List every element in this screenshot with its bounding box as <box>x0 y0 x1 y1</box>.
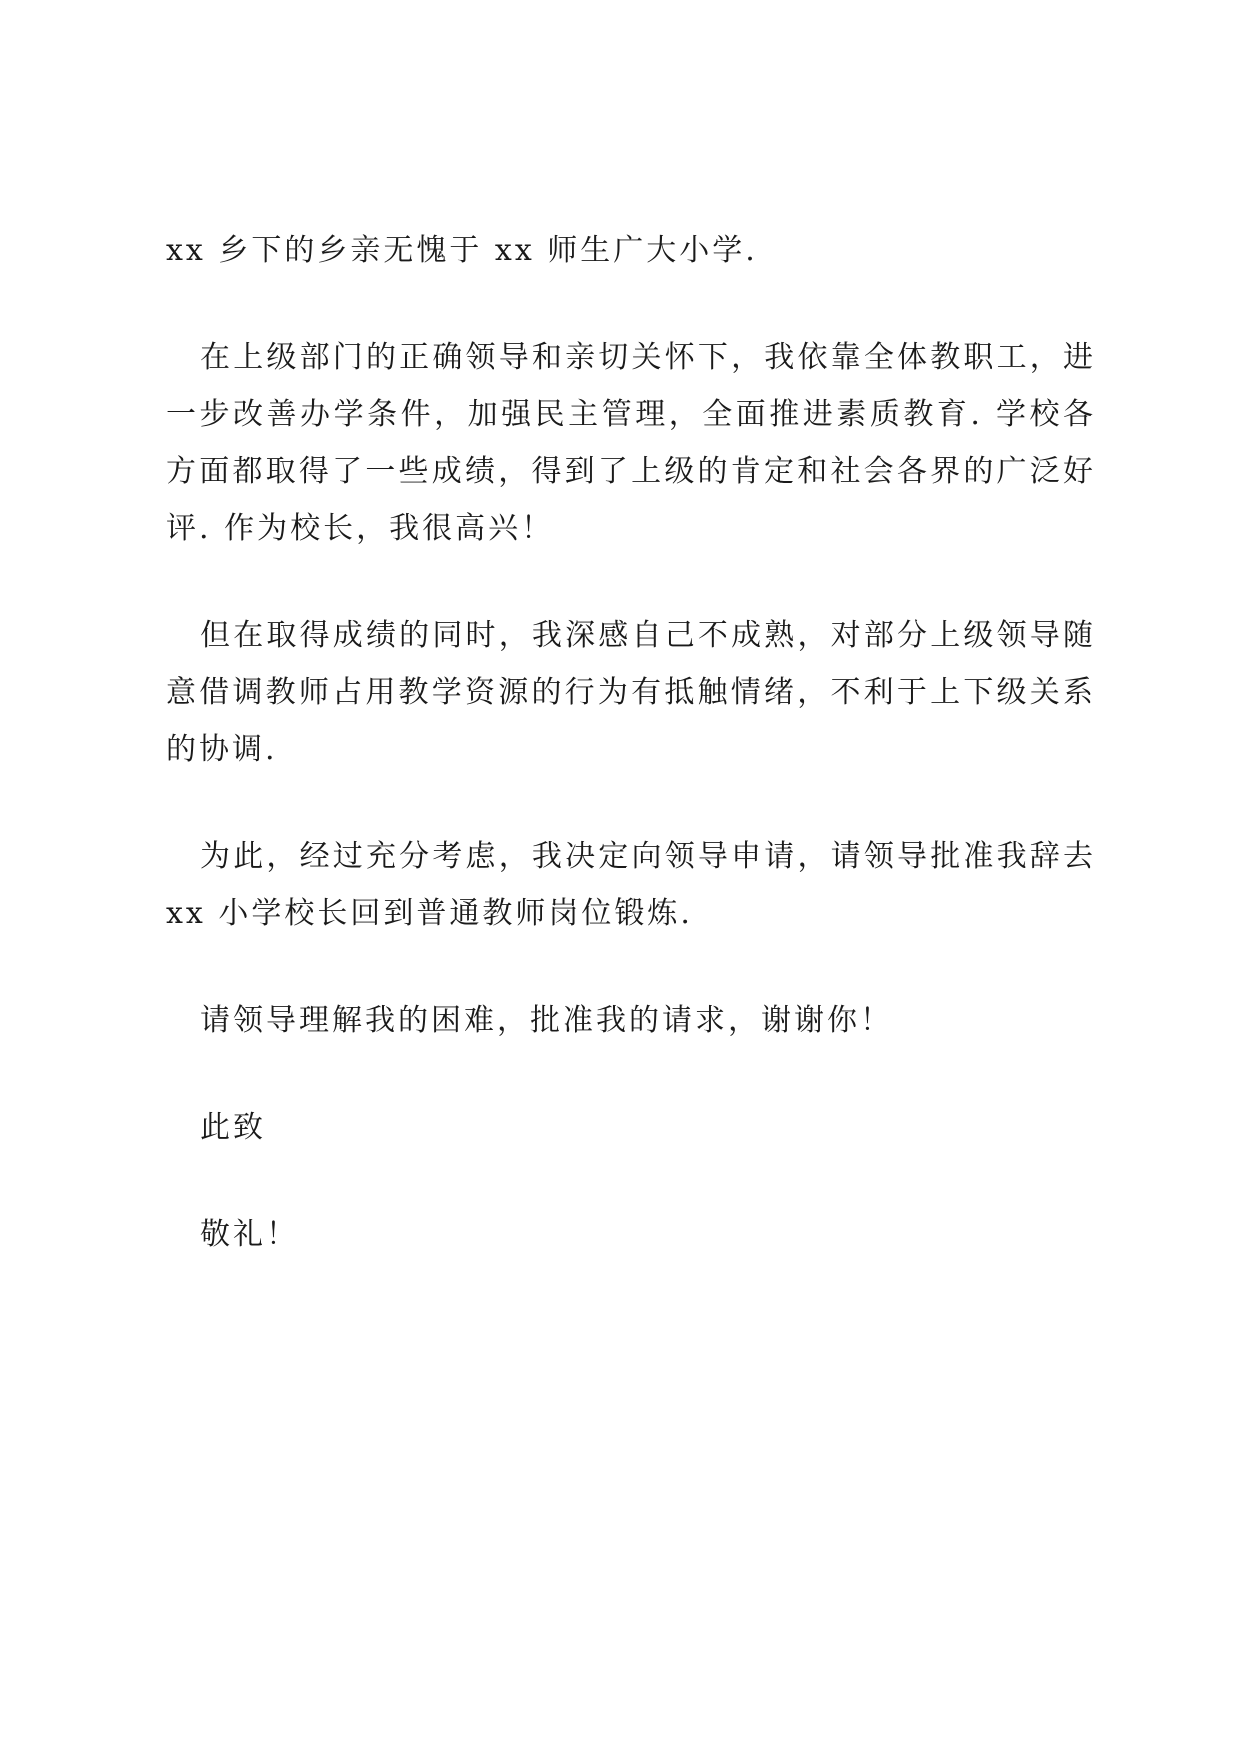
closing-salutation: 此致 <box>200 1110 266 1145</box>
paragraph-achievements: 在上级部门的正确领导和亲切关怀下，我依靠全体教职工，进一步改善办学条件，加强民主管理，全面推进素质教育. 学校各方面都取得了一些成绩，得到了上级的肯定和社会各界的广泛好评. 作为校长，我很高兴！ <box>166 340 1096 546</box>
paragraph-intro: xx 乡下的乡亲无愧于 xx 师生广大小学. <box>166 233 758 268</box>
paragraph-thanks: 请领导理解我的困难，批准我的请求，谢谢你！ <box>200 1003 893 1038</box>
document-body <box>166 222 1096 1263</box>
paragraph-reflection: 但在取得成绩的同时，我深感自己不成熟，对部分上级领导随意借调教师占用教学资源的行为有抵触情绪，不利于上下级关系的协调. <box>166 618 1096 767</box>
closing-regards: 敬礼！ <box>200 1217 299 1252</box>
paragraph-request: 为此，经过充分考虑，我决定向领导申请，请领导批准我辞去 xx 小学校长回到普通教师岗位锻炼. <box>166 839 1096 931</box>
